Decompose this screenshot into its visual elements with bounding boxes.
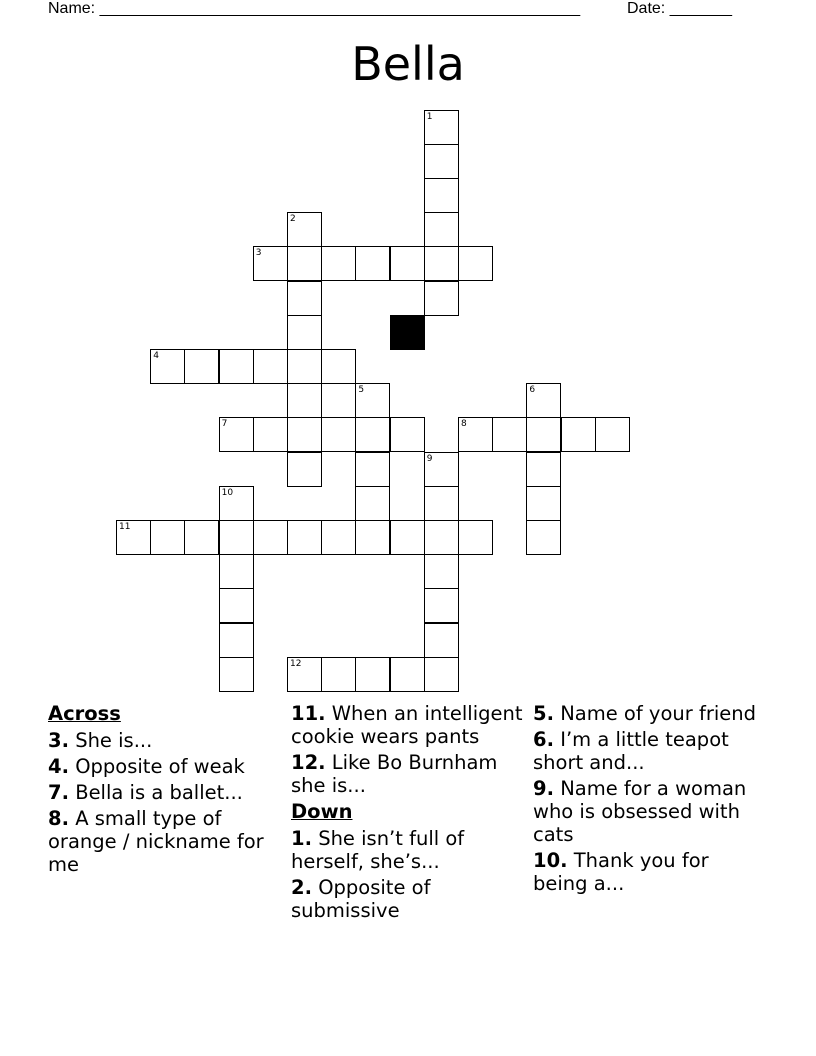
clue-number: 9.	[533, 777, 554, 800]
grid-cell[interactable]	[492, 417, 527, 452]
grid-cell[interactable]	[219, 554, 254, 589]
grid-cell[interactable]	[355, 452, 390, 487]
grid-cell[interactable]	[424, 554, 459, 589]
clue-number-label: 6	[529, 385, 536, 396]
clue-number-label: 7	[221, 419, 228, 430]
grid-cell[interactable]	[424, 588, 459, 623]
grid-cell[interactable]	[287, 349, 322, 384]
grid-cell[interactable]	[321, 417, 356, 452]
grid-cell[interactable]	[424, 623, 459, 658]
clue-text: Opposite of weak	[75, 755, 245, 778]
down-heading: Down	[291, 800, 353, 823]
grid-cell[interactable]	[287, 520, 322, 555]
clue-number: 7.	[48, 781, 69, 804]
grid-cell[interactable]	[424, 110, 459, 145]
grid-cell[interactable]	[253, 246, 288, 281]
clue-number-label: 12	[290, 658, 302, 669]
clue-down-9	[533, 777, 768, 846]
clues-column-3	[533, 702, 768, 898]
grid-cell[interactable]	[321, 657, 356, 692]
name-field-line: Name: ______________________________________________________	[48, 0, 581, 17]
clue-number: 1.	[291, 827, 312, 850]
clue-number-label: 2	[290, 214, 296, 225]
page-title: Bella	[351, 37, 465, 91]
grid-cell[interactable]	[287, 315, 322, 350]
clue-number-label: 5	[358, 385, 365, 396]
clue-text: When an intelligent cookie wears pants	[291, 702, 523, 748]
grid-cell[interactable]	[321, 246, 356, 281]
grid-cell[interactable]	[219, 588, 254, 623]
across-heading: Across	[48, 702, 121, 725]
grid-cell[interactable]	[458, 520, 493, 555]
clue-number: 4.	[48, 755, 69, 778]
grid-cell[interactable]	[595, 417, 630, 452]
grid-cell[interactable]	[116, 520, 151, 555]
grid-cell[interactable]	[526, 417, 561, 452]
clue-across-12	[291, 751, 526, 797]
clue-text: Opposite of submissive	[291, 876, 431, 922]
grid-block-cell	[390, 315, 425, 350]
clue-number-label: 1	[426, 111, 433, 122]
clue-text: Name for a woman who is obsessed with cats	[533, 777, 747, 846]
clue-number: 3.	[48, 729, 69, 752]
clue-text: Name of your friend	[560, 702, 756, 725]
grid-cell[interactable]	[390, 246, 425, 281]
clue-number: 10.	[533, 849, 568, 872]
grid-cell[interactable]	[253, 520, 288, 555]
clue-number: 11.	[291, 702, 326, 725]
grid-cell[interactable]	[150, 349, 185, 384]
grid-cell[interactable]	[424, 178, 459, 213]
clue-down-5	[533, 702, 768, 725]
grid-cell[interactable]	[219, 520, 254, 555]
grid-cell[interactable]	[458, 246, 493, 281]
grid-cell[interactable]	[287, 417, 322, 452]
grid-cell[interactable]	[355, 520, 390, 555]
clue-text: Thank you for being a...	[533, 849, 709, 895]
clue-text: She isn’t full of herself, she’s...	[291, 827, 465, 873]
clue-across-8	[48, 807, 283, 876]
grid-cell[interactable]	[219, 486, 254, 521]
grid-cell[interactable]	[355, 657, 390, 692]
clue-across-4	[48, 755, 283, 778]
grid-cell[interactable]	[424, 486, 459, 521]
grid-cell[interactable]	[424, 520, 459, 555]
grid-cell[interactable]	[424, 144, 459, 179]
grid-cell[interactable]	[321, 520, 356, 555]
grid-cell[interactable]	[150, 520, 185, 555]
grid-cell[interactable]	[526, 520, 561, 555]
clue-number: 2.	[291, 876, 312, 899]
grid-cell[interactable]	[253, 417, 288, 452]
clues-column-1	[48, 702, 283, 879]
clue-number-label: 9	[426, 453, 433, 464]
grid-cell[interactable]	[219, 623, 254, 658]
clue-number: 6.	[533, 728, 554, 751]
clue-number: 12.	[291, 751, 326, 774]
clue-number-label: 10	[221, 487, 234, 498]
clue-across-11	[291, 702, 526, 748]
grid-cell[interactable]	[526, 383, 561, 418]
clue-number: 5.	[533, 702, 554, 725]
grid-cell[interactable]	[424, 212, 459, 247]
clue-number-label: 3	[255, 248, 262, 259]
clue-text: Like Bo Burnham she is...	[291, 751, 498, 797]
grid-cell[interactable]	[390, 657, 425, 692]
grid-cell[interactable]	[219, 657, 254, 692]
grid-cell[interactable]	[390, 520, 425, 555]
grid-cell[interactable]	[424, 281, 459, 316]
grid-cell[interactable]	[355, 486, 390, 521]
grid-cell[interactable]	[424, 246, 459, 281]
clue-down-1	[291, 827, 526, 873]
clues-column-2	[291, 702, 526, 925]
grid-cell[interactable]	[390, 417, 425, 452]
clue-down-6	[533, 728, 768, 774]
clue-text: She is...	[75, 729, 153, 752]
grid-cell[interactable]	[184, 520, 219, 555]
grid-cell[interactable]	[355, 246, 390, 281]
clue-down-10	[533, 849, 768, 895]
grid-cell[interactable]	[458, 417, 493, 452]
grid-cell[interactable]	[287, 281, 322, 316]
clue-across-7	[48, 781, 283, 804]
clue-number-label: 8	[461, 419, 467, 430]
grid-cell[interactable]	[355, 383, 390, 418]
clue-text: I’m a little teapot short and...	[533, 728, 729, 774]
grid-cell[interactable]	[321, 349, 356, 384]
grid-cell[interactable]	[526, 486, 561, 521]
grid-cell[interactable]	[561, 417, 596, 452]
grid-cell[interactable]	[219, 349, 254, 384]
clue-number-label: 11	[119, 522, 131, 532]
clue-text: Bella is a ballet...	[75, 781, 243, 804]
grid-cell[interactable]	[287, 212, 322, 247]
grid-cell[interactable]	[424, 452, 459, 487]
date-field-line: Date: _______	[627, 0, 732, 17]
clue-number-label: 4	[153, 351, 159, 361]
grid-cell[interactable]	[355, 417, 390, 452]
grid-cell[interactable]	[424, 657, 459, 692]
grid-cell[interactable]	[287, 657, 322, 692]
clue-across-3	[48, 729, 283, 752]
grid-cell[interactable]	[287, 383, 322, 418]
grid-cell[interactable]	[253, 349, 288, 384]
clue-down-2	[291, 876, 526, 922]
grid-cell[interactable]	[287, 452, 322, 487]
grid-cell[interactable]	[184, 349, 219, 384]
grid-cell[interactable]	[219, 417, 254, 452]
clue-text: A small type of orange / nickname for me	[48, 807, 264, 876]
grid-cell[interactable]	[287, 246, 322, 281]
clue-number: 8.	[48, 807, 69, 830]
grid-cell[interactable]	[526, 452, 561, 487]
